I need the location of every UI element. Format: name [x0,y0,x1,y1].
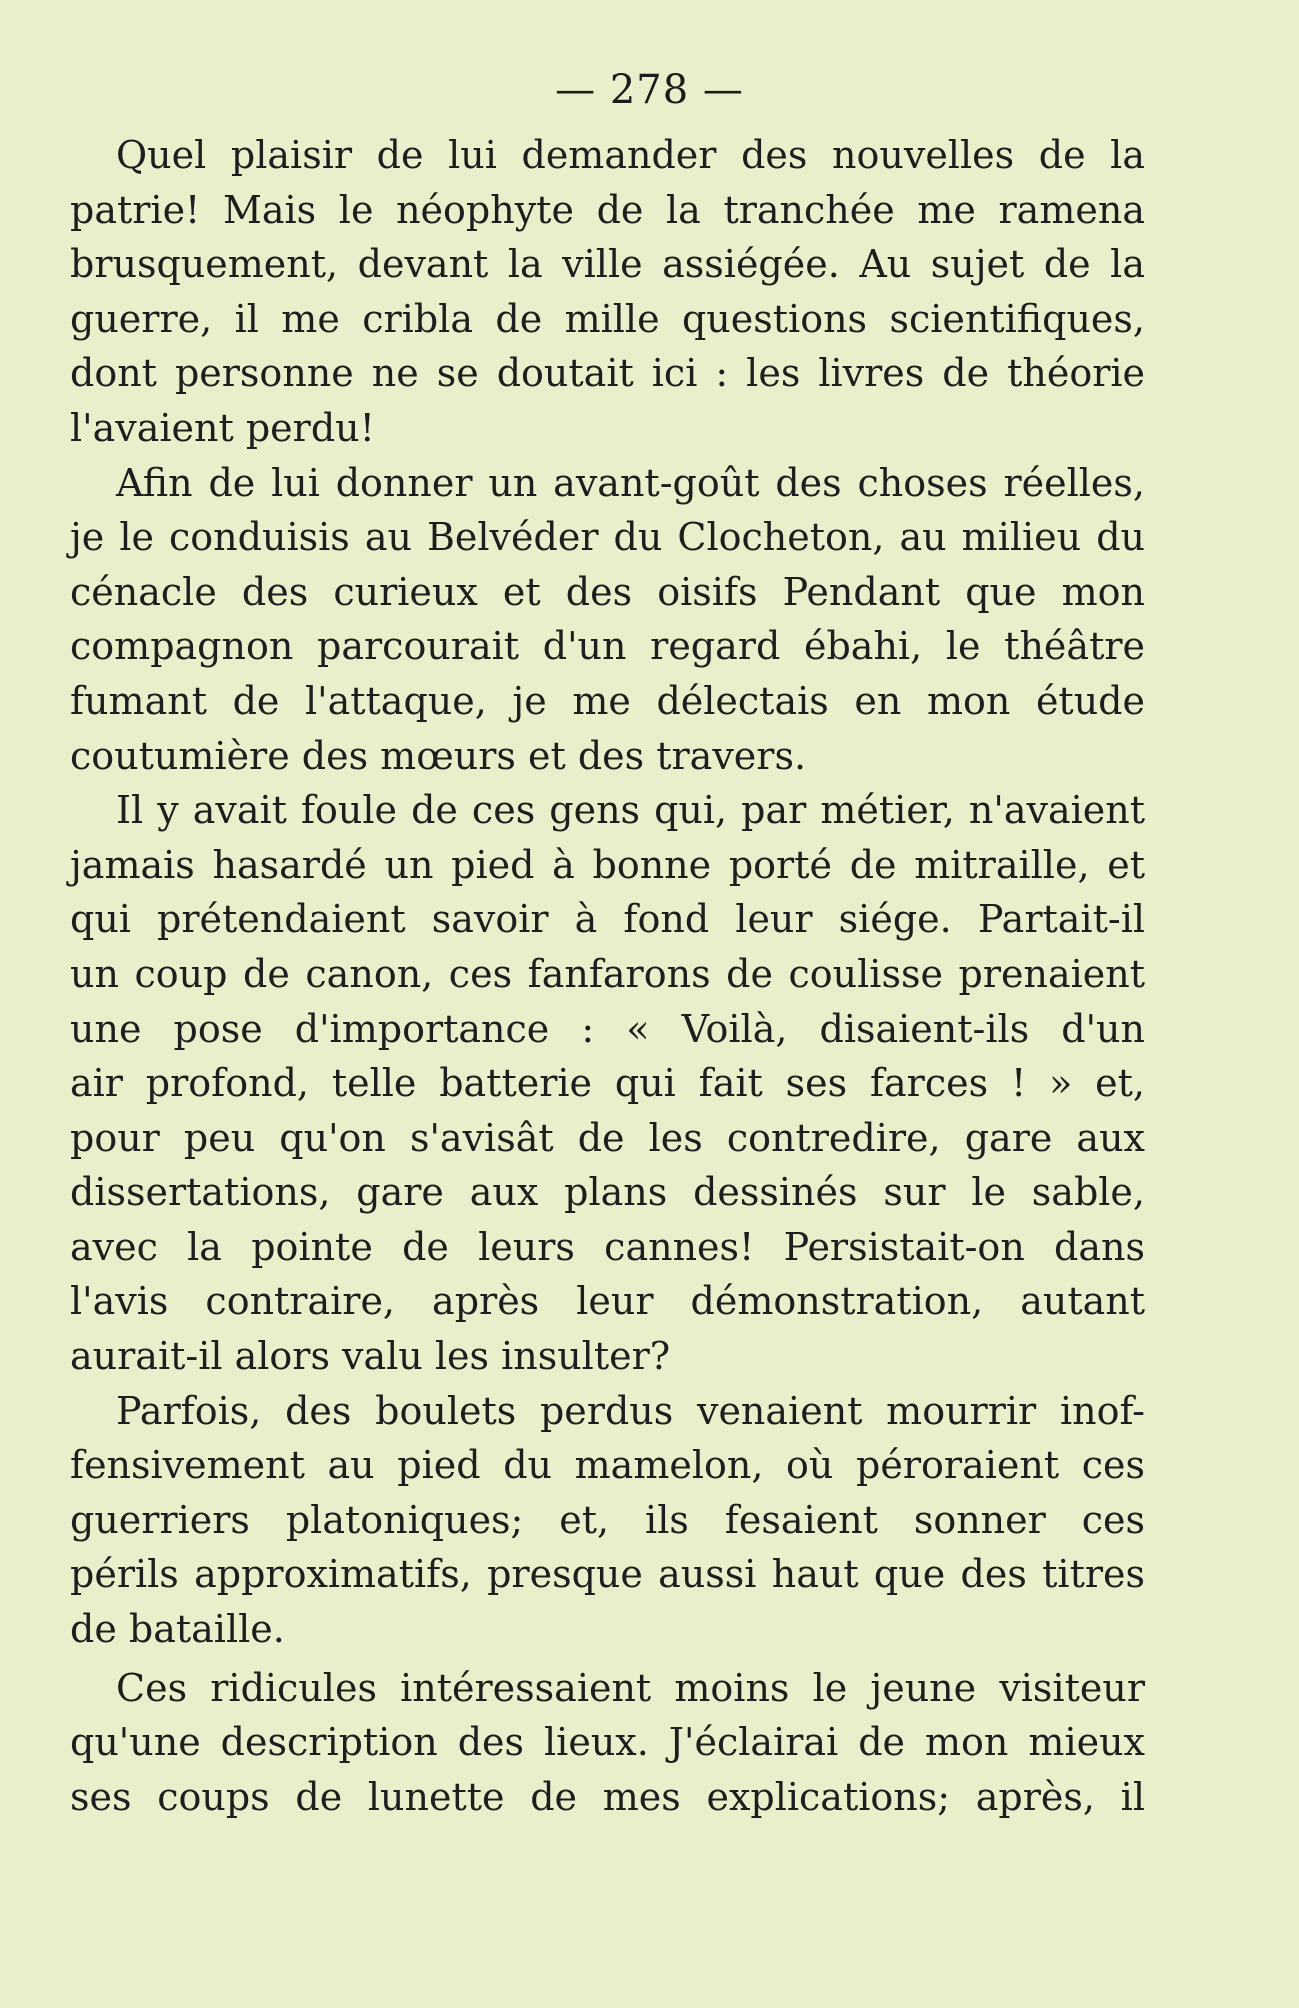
text-line: un coup de canon, ces fanfarons de coulisse prenaient [70,951,1145,996]
text-line: pour peu qu'on s'avisât de les contredire, gare aux [70,1115,1145,1160]
text-line: avec la pointe de leurs cannes! Persistait-on dans [70,1224,1145,1269]
text-line: patrie! Mais le néophyte de la tranchée me ramena [70,187,1145,232]
body-text [70,128,1145,1824]
text-line: l'avis contraire, après leur démonstration, autant [70,1279,1145,1324]
text-line: Parfois, des boulets perdus venaient mourrir inof- [116,1388,1145,1433]
text-line: compagnon parcourait d'un regard ébahi, le théâtre [70,624,1145,669]
text-line: fumant de l'attaque, je me délectais en mon étude [70,678,1145,723]
text-line: une pose d'importance : « Voilà, disaient-ils d'un [70,1006,1145,1051]
text-line: guerriers platoniques; et, ils fesaient sonner ces [70,1497,1145,1542]
page-number: — 278 — [555,67,744,113]
text-line: de bataille. [70,1607,285,1652]
paragraph-1 [70,128,1145,456]
paragraph-2 [70,456,1145,784]
text-line: ses coups de lunette de mes explications; après, il [70,1774,1145,1819]
text-line: cénacle des curieux et des oisifs Pendant que mon [70,569,1145,614]
text-line: coutumière des mœurs et des travers. [70,733,807,778]
text-line: aurait-il alors valu les insulter? [70,1334,671,1379]
text-line: guerre, il me cribla de mille questions scientifiques, [70,296,1145,341]
text-line: Quel plaisir de lui demander des nouvelles de la [116,133,1145,177]
text-line: l'avaient perdu! [70,405,375,450]
paragraph-4 [70,1384,1145,1657]
paragraph-3 [70,783,1145,1384]
text-line: Afin de lui donner un avant-goût des choses réelles, [116,460,1145,505]
text-line: qui prétendaient savoir à fond leur siége. Partait-il [70,897,1145,942]
text-line: Ces ridicules intéressaient moins le jeune visiteur [116,1665,1145,1710]
text-line: dissertations, gare aux plans dessinés sur le sable, [70,1170,1145,1215]
text-line: je le conduisis au Belvéder du Clocheton, au milieu du [70,515,1145,560]
text-line: qu'une description des lieux. J'éclairai de mon mieux [70,1720,1145,1765]
text-line: dont personne ne se doutait ici : les livres de théorie [70,351,1145,396]
text-line: air profond, telle batterie qui fait ses farces ! » et, [70,1061,1145,1106]
text-line: Il y avait foule de ces gens qui, par métier, n'avaient [116,788,1145,833]
text-line: brusquement, devant la ville assiégée. Au sujet de la [70,242,1145,287]
paragraph-5 [70,1661,1145,1825]
text-line: jamais hasardé un pied à bonne porté de mitraille, et [70,842,1145,887]
text-line: fensivement au pied du mamelon, où péroraient ces [70,1443,1145,1488]
text-line: périls approximatifs, presque aussi haut que des titres [70,1552,1145,1597]
